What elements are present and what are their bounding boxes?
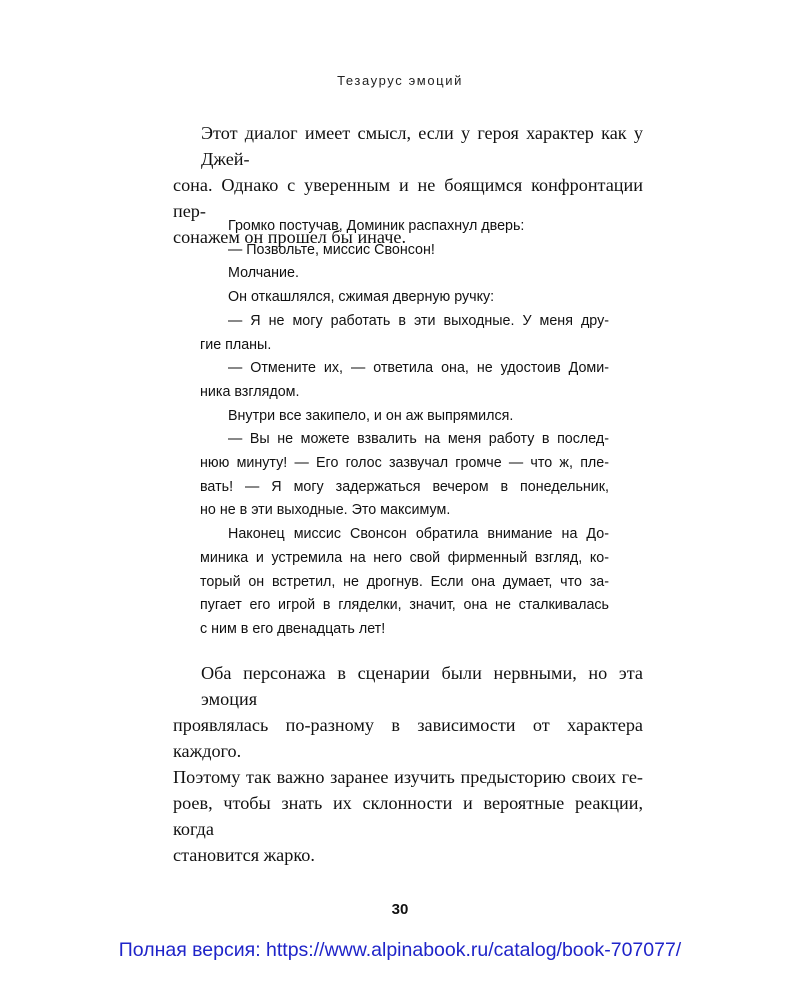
full-version-link[interactable]: Полная версия: https://www.alpinabook.ru/catalog/book-707077/ [118,939,682,961]
quote-line: Молчание. [228,265,299,282]
quote-line: вать! — Я могу задержаться вечером в понедельник, [200,478,609,495]
text-line: сона. Однако с уверенным и не боящимся конфронтации пер- [173,175,643,221]
page-number: 30 [391,901,409,918]
quote-line: — Позвольте, миссис Свонсон! [228,241,435,258]
quote-line: Он откашлялся, сжимая дверную ручку: [228,289,495,306]
quote-line: нюю минуту! — Его голос зазвучал громче — что ж, пле- [200,455,609,472]
quote-line: — Отмените их, — ответила она, не удостоив Доми- [228,360,609,377]
text-line: Поэтому так важно заранее изучить предысторию своих ге- [173,767,643,787]
quote-line: но не в эти выходные. Это максимум. [200,502,451,519]
text-line: Этот диалог имеет смысл, если у героя характер как у Джей- [201,123,643,169]
dialogue-excerpt [200,215,609,642]
text-line: роев, чтобы знать их склонности и вероятные реакции, когда [173,793,643,839]
quote-line: миника и устремила на него свой фирменный взгляд, ко- [200,549,609,566]
quote-line: Громко постучав, Доминик распахнул дверь: [228,218,525,234]
text-line: проявлялась по-разному в зависимости от характера каждого. [173,715,643,761]
quote-line: торый он встретил, не дрогнув. Если она думает, что за- [200,573,609,590]
quote-line: пугает его игрой в гляделки, значит, она не сталкивалась [200,597,609,614]
text-line: сонажем он прошел бы иначе. [173,227,407,247]
quote-line: Наконец миссис Свонсон обратила внимание на До- [228,526,609,543]
text-line: становится жарко. [173,845,315,865]
running-header: Тезаурус эмоций [337,73,463,88]
paragraph-conclusion [173,660,643,868]
text-line: Оба персонажа в сценарии были нервными, но эта эмоция [201,663,643,709]
quote-line: ника взглядом. [200,383,300,400]
quote-line: с ним в его двенадцать лет! [200,620,386,637]
quote-line: — Вы не можете взвалить на меня работу в послед- [228,431,609,448]
quote-line: Внутри все закипело, и он аж выпрямился. [228,407,514,424]
quote-line: — Я не могу работать в эти выходные. У меня дру- [228,312,609,329]
quote-line: гие планы. [200,336,272,353]
